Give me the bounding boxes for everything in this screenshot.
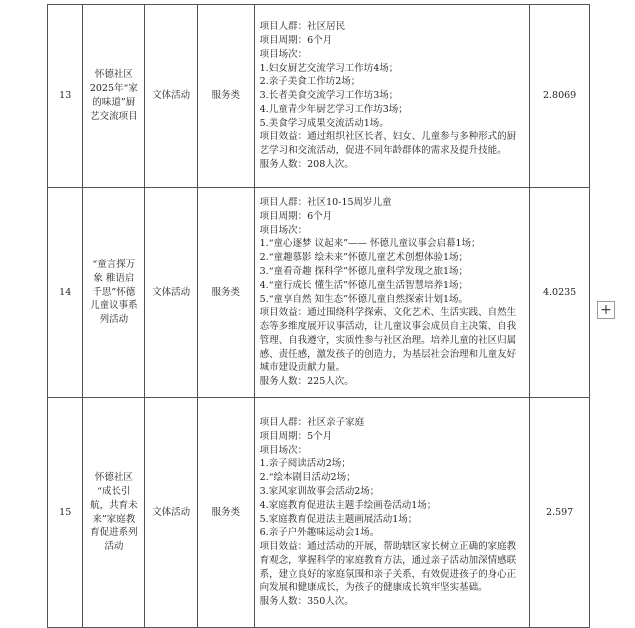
detail-line: 项目周期：6个月 xyxy=(259,34,333,46)
detail-line: 4.“童行成长 懂生活”怀德儿童生活智慧培养1场； xyxy=(259,279,468,291)
detail-line: 5.美食学习成果交流活动1场。 xyxy=(259,117,389,129)
detail-line: 服务人数：350人次。 xyxy=(259,596,354,608)
project-name-line: 怀德社区 xyxy=(94,472,133,484)
detail-line: 服务人数：225人次。 xyxy=(259,376,354,388)
detail-line: 3.长者美食交流学习工作坊3场； xyxy=(259,90,399,102)
detail-line: 6.亲子户外趣味运动会1场。 xyxy=(259,527,380,539)
project-name-line: “成长引 xyxy=(97,485,131,497)
detail-line: 4.家庭教育促进法主题手绘画卷活动1场； xyxy=(259,499,437,511)
detail-line: 项目周期：5个月 xyxy=(259,430,333,442)
detail-line: 3.“童看奇趣 探科学”怀德儿童科学发现之旅1场； xyxy=(259,265,468,277)
row-number: 13 xyxy=(48,5,83,188)
plus-icon: + xyxy=(600,302,612,318)
detail-line: 项目效益：通过组织社区长者、妇女、儿童参与多种形式的厨艺学习和交流活动，促进不同年龄群体的需求及提升技能。 xyxy=(259,131,517,157)
project-name xyxy=(83,398,145,628)
project-name-line: 育促进系列 xyxy=(90,527,138,539)
detail-line: 5.“童享自然 知生态”怀德儿童自然探索计划1场。 xyxy=(259,293,468,305)
project-name-line: 活动 xyxy=(104,541,124,553)
project-score: 2.597 xyxy=(530,398,590,628)
add-row-button[interactable] xyxy=(597,301,615,319)
table-row xyxy=(48,188,590,398)
detail-line: 2.“绘本剧目活动2场； xyxy=(259,472,356,484)
project-score: 2.8069 xyxy=(530,5,590,188)
project-name-line: 航，共育未 xyxy=(90,499,138,511)
project-name-line: 千思”怀德 xyxy=(92,286,136,298)
detail-line: 2.“童趣慕影 绘未来”怀德儿童艺术创想体验1场； xyxy=(259,252,468,264)
table-row xyxy=(48,398,590,628)
detail-line: 1.亲子阅读活动2场； xyxy=(259,458,351,470)
detail-line: 4.儿童青少年厨艺学习工作坊3场； xyxy=(259,103,408,115)
detail-line: 项目场次： xyxy=(259,224,308,236)
project-name-line: 儿童议事系 xyxy=(90,300,138,312)
project-details xyxy=(254,188,530,398)
detail-line: 2.亲子美食工作坊2场； xyxy=(259,76,361,88)
project-name xyxy=(83,188,145,398)
project-type: 服务类 xyxy=(197,5,254,188)
project-name-line: 怀德社区 xyxy=(94,69,133,81)
table-row xyxy=(48,5,590,188)
detail-line: 项目人群：社区亲子家庭 xyxy=(259,416,365,428)
project-name xyxy=(83,5,145,188)
detail-line: 项目场次： xyxy=(259,48,308,60)
detail-line: 项目效益：通过活动的开展，帮助辖区家长树立正确的家庭教育观念，掌握科学的家庭教育方法，通过亲子活动加深情感联系，建立良好的家庭氛围和亲子关系，有效促进孩子的身心正向发展和健康成长，为孩子的健康成长筑牢坚实基础。 xyxy=(259,541,517,594)
detail-line: 项目人群：社区10-15周岁儿童 xyxy=(259,196,392,208)
row-number: 14 xyxy=(48,188,83,398)
project-name-line: 艺交流项目 xyxy=(90,110,138,122)
project-name-line: 2025年“家 xyxy=(89,83,138,95)
project-type: 服务类 xyxy=(197,398,254,628)
row-number: 15 xyxy=(48,398,83,628)
detail-line: 项目周期：6个月 xyxy=(259,210,333,222)
project-name-line: 的味道”厨 xyxy=(92,97,136,108)
detail-line: 服务人数：208人次。 xyxy=(259,159,354,171)
project-category: 文体活动 xyxy=(145,188,198,398)
detail-line: 项目场次： xyxy=(259,444,308,456)
project-category: 文体活动 xyxy=(145,5,198,188)
project-details xyxy=(254,5,530,188)
detail-line: 项目效益：通过围绕科学探索、文化艺术、生活实践、自然生态等多维度展开议事活动，让儿童议事会成员自主决策、自我管理、自我遵守，实质性参与社区治理。培养儿童的社区归属感、责任感，激发孩子的创造力，为基层社会治理和儿童友好城市建设贡献力量。 xyxy=(259,307,517,374)
project-name-line: 象 稚语启 xyxy=(93,272,135,284)
detail-line: 1.妇女厨艺交流学习工作坊4场； xyxy=(259,62,399,74)
project-name-line: 来”家庭教 xyxy=(92,513,136,525)
project-table xyxy=(47,4,590,628)
project-category: 文体活动 xyxy=(145,398,198,628)
project-score: 4.0235 xyxy=(530,188,590,398)
project-name-line: 列活动 xyxy=(99,314,129,326)
detail-line: 3.家风家训故事会活动2场； xyxy=(259,485,380,497)
project-type: 服务类 xyxy=(197,188,254,398)
detail-line: 5.家庭教育促进法主题画展活动1场； xyxy=(259,513,418,525)
project-details xyxy=(254,398,530,628)
detail-line: 1.“童心逐梦 议起来”—— 怀德儿童议事会启幕1场； xyxy=(259,238,481,250)
project-name-line: “童言探万 xyxy=(92,259,136,270)
detail-line: 项目人群：社区居民 xyxy=(259,21,346,33)
